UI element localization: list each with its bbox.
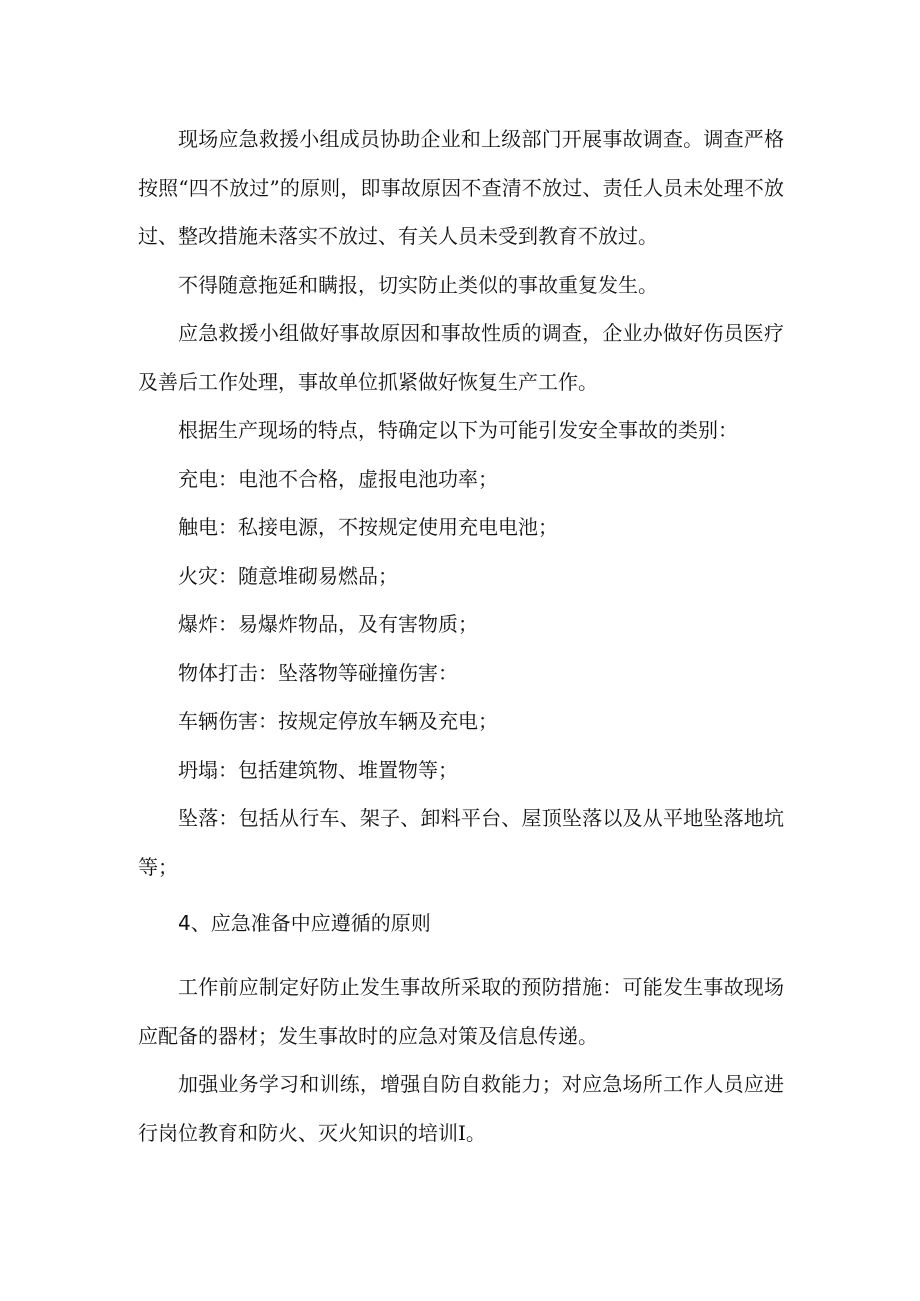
paragraph-object-strike: 物体打击：坠落物等碰撞伤害： — [178, 660, 458, 685]
paragraph-preparation: 工作前应制定好防止发生事故所采取的预防措施：可能发生事故现场应配备的器材；发生事故时的应急对策及信息传递。 — [138, 975, 784, 1048]
paragraph-training: 加强业务学习和训练，增强自防自救能力；对应急场所工作人员应进行岗位教育和防火、灭火知识的培训I。 — [138, 1072, 784, 1145]
paragraph-rescue-team: 应急救援小组做好事故原因和事故性质的调查，企业办做好伤员医疗及善后工作处理，事故单位抓紧做好恢复生产工作。 — [138, 321, 784, 394]
section-heading: 4、应急准备中应遵循的原则 — [178, 911, 431, 935]
paragraph-electric-shock: 触电：私接电源，不按规定使用充电电池； — [178, 515, 558, 539]
paragraph-investigation: 现场应急救援小组成员协助企业和上级部门开展事故调查。调查严格按照“四不放过”的原则，即事故原因不查清不放过、责任人员未处理不放过、整改措施未落实不放过、有关人员未受到教育不放过。 — [138, 127, 784, 248]
document-body — [138, 115, 784, 1157]
paragraph-fire: 火灾：随意堆砌易燃品； — [178, 563, 398, 588]
paragraph-vehicle-injury: 车辆伤害：按规定停放车辆及充电； — [178, 709, 498, 733]
paragraph-falling: 坠落：包括从行车、架子、卸料平台、屋顶坠落以及从平地坠落地坑等； — [138, 806, 784, 879]
paragraph-categories-intro: 根据生产现场的特点，特确定以下为可能引发安全事故的类别： — [178, 418, 738, 442]
paragraph-explosion: 爆炸：易爆炸物品，及有害物质； — [178, 612, 478, 636]
paragraph-no-delay: 不得随意拖延和瞒报，切实防止类似的事故重复发生。 — [178, 272, 658, 297]
paragraph-collapse: 坍塌：包括建筑物、堆置物等； — [178, 757, 458, 782]
paragraph-charging: 充电：电池不合格，虚报电池功率； — [178, 466, 498, 491]
